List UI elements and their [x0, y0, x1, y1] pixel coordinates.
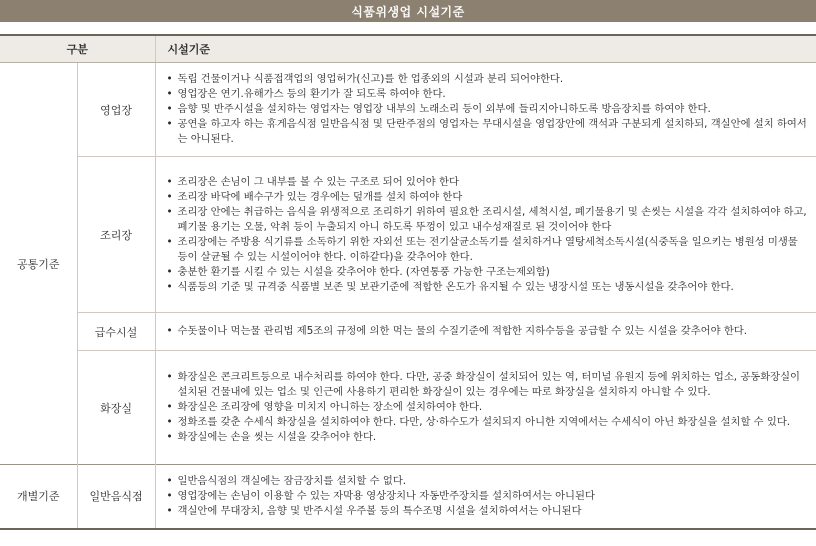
list-item: • 식품등의 기준 및 규격중 식품별 보존 및 보관기준에 적합한 온도가 유지될 수 있는 냉장시설 또는 냉동시설을 갖추어야 한다. — [178, 280, 809, 295]
list-item: • 화장실은 콘크리트등으로 내수처리를 하여야 한다. 다만, 공중 화장실이 설치되어 있는 역, 터미널 유원지 등에 위치하는 업소, 공동화장실이 설치된 건물내에 있는 업소 및 인근에 사용하기 편리한 화장실이 있는 경우에는 따로 화장실을 설치하지 아니할 수 있다. — [178, 370, 809, 400]
row-standards — [155, 351, 816, 465]
table-row — [0, 313, 816, 351]
list-item: • 영업장은 연기.유해가스 등의 환기가 잘 되도록 하여야 한다. — [178, 87, 809, 102]
row-label-restroom: 화장실 — [77, 351, 155, 465]
group-label-individual: 개별기준 — [0, 465, 77, 529]
list-item: • 정화조를 갖춘 수세식 화장실을 설치하여야 한다. 다만, 상·하수도가 설치되지 아니한 지역에서는 수세식이 아닌 화장실을 설치할 수 있다. — [178, 415, 809, 430]
list-item: • 객실안에 무대장치, 음향 및 반주시설 우주볼 등의 특수조명 시설을 설치하여서는 아니된다 — [178, 504, 809, 519]
list-item: • 수돗물이나 먹는물 관리법 제5조의 규정에 의한 먹는 물의 수질기준에 적합한 지하수등을 공급할 수 있는 시설을 갖추어야 한다. — [178, 324, 809, 339]
row-standards — [155, 465, 816, 529]
row-label-general-restaurant: 일반음식점 — [77, 465, 155, 529]
list-item: • 조리장에는 주방용 식기류를 소독하기 위한 자외선 또는 전기살균소독기를 설치하거나 열탕세척소독시설(식중독을 일으키는 병원성 미생물 등이 살균될 수 있는 시설이어야 한다. 이하같다)을 갖추어야 한다. — [178, 235, 809, 265]
list-item: • 공연을 하고자 하는 휴게음식점 일반음식점 및 단란주점의 영업자는 무대시설을 영업장안에 객석과 구분되게 설치하되, 객실안에 설치 하여서는 아니된다. — [178, 117, 809, 147]
table-row — [0, 157, 816, 313]
header-category: 구분 — [0, 35, 155, 63]
list-item: • 화장실에는 손을 씻는 시설을 갖추어야 한다. — [178, 430, 809, 445]
list-item: • 조리장 안에는 취급하는 음식을 위생적으로 조리하기 위하여 필요한 조리시설, 세척시설, 폐기물용기 및 손씻는 시설을 각각 설치하여야 하고, 폐기물 용기는 오물, 악취 등이 누출되지 아니 하도록 뚜껑이 있고 내수성재질로 된 것이어야 한다 — [178, 205, 809, 235]
group-label-common: 공통기준 — [16, 257, 60, 271]
table-header-row — [0, 35, 816, 63]
row-label-business-area: 영업장 — [77, 63, 155, 157]
list-item: • 조리장 바닥에 배수구가 있는 경우에는 덮개를 설치 하여야 한다 — [178, 190, 809, 205]
row-standards — [155, 63, 816, 157]
table-row — [0, 351, 816, 465]
list-item: • 화장실은 조리장에 영향을 미치지 아니하는 장소에 설치하여야 한다. — [178, 400, 809, 415]
list-item: • 독립 건물이거나 식품접객업의 영업허가(신고)를 한 업종외의 시설과 분리 되어야한다. — [178, 72, 809, 87]
table-row — [0, 63, 816, 157]
list-item: • 충분한 환기를 시킬 수 있는 시설을 갖추어야 한다. (자연통풍 가능한 구조는제외함) — [178, 265, 809, 280]
header-standard: 시설기준 — [155, 35, 816, 63]
table-row — [0, 465, 816, 529]
list-item: • 음향 및 반주시설을 설치하는 영업자는 영업장 내부의 노래소리 등이 외부에 들리지아니하도록 방음장치를 하여야 한다. — [178, 102, 809, 117]
list-item: • 일반음식점의 객실에는 잠금장치를 설치할 수 없다. — [178, 474, 809, 489]
row-label-water-supply: 급수시설 — [77, 313, 155, 351]
row-standards — [155, 157, 816, 313]
list-item: • 조리장은 손님이 그 내부를 볼 수 있는 구조로 되어 있어야 한다 — [178, 175, 809, 190]
list-item: • 영업장에는 손님이 이용할 수 있는 자막용 영상장치나 자동반주장치를 설치하여서는 아니된다 — [178, 489, 809, 504]
row-standards — [155, 313, 816, 351]
row-label-kitchen: 조리장 — [77, 157, 155, 313]
page-title: 식품위생업 시설기준 — [0, 0, 816, 22]
facility-standards-table — [0, 34, 816, 530]
